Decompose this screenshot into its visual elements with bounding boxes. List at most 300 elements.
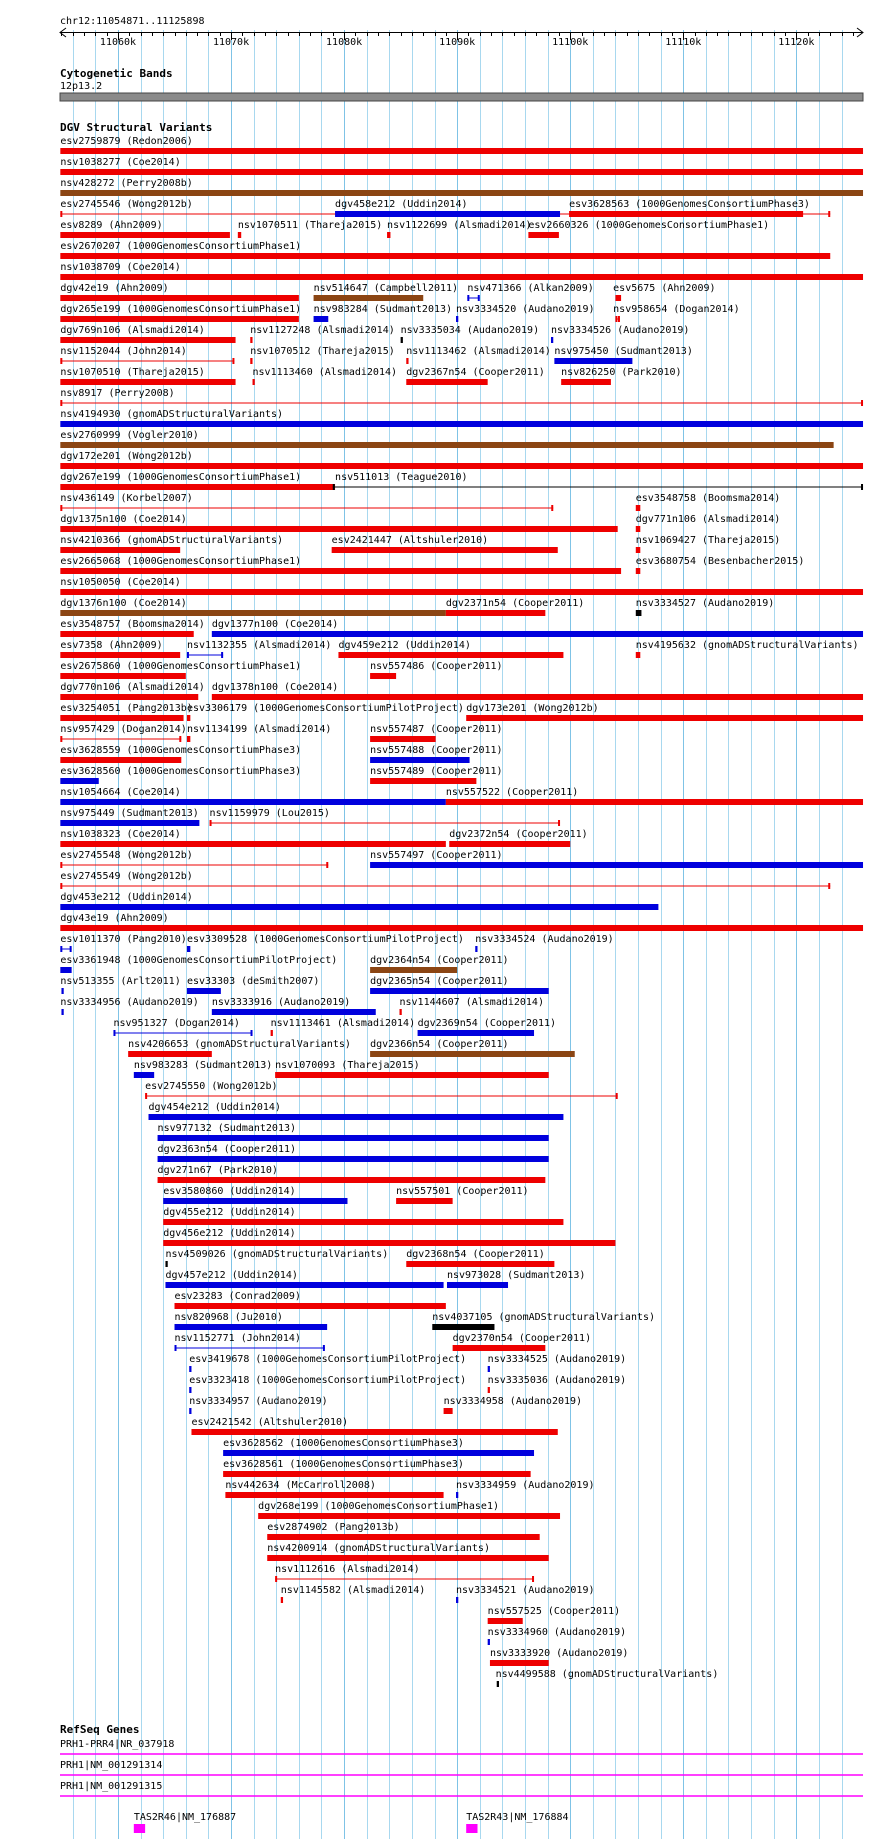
variant-feature[interactable] [187,640,332,658]
variant-feature[interactable] [275,1564,534,1582]
variant-label: nsv1152771 (John2014) [174,1333,301,1344]
variant-bar[interactable] [60,589,863,595]
variant-bar[interactable] [60,484,335,490]
variant-bar[interactable] [134,1072,154,1078]
variant-bar[interactable] [212,631,863,637]
variant-feature[interactable] [158,1165,546,1183]
variant-bar[interactable] [60,778,98,784]
variant-feature[interactable] [158,1144,549,1162]
variant-label: nsv1144607 (Alsmadi2014) [399,997,544,1008]
gene-label: PRH1|NM_001291314 [60,1760,163,1771]
variant-feature[interactable] [60,409,863,427]
variant-feature[interactable] [212,619,863,637]
variant-bar[interactable] [60,568,621,574]
variant-label: dgv2368n54 (Cooper2011) [406,1249,545,1260]
variant-start-mark [467,295,469,301]
variant-feature[interactable] [223,1438,534,1456]
variant-bar[interactable] [253,379,255,385]
variant-bar[interactable] [175,1324,328,1330]
variant-label: nsv3333920 (Audano2019) [489,1648,629,1659]
variant-bar[interactable] [165,1282,443,1288]
variant-feature[interactable] [60,934,186,952]
variant-feature[interactable] [528,220,769,238]
variant-feature[interactable] [446,598,584,616]
variant-feature[interactable] [60,976,180,994]
ruler-tick-label: 11070k [212,37,250,48]
variant-feature[interactable] [60,283,299,301]
variant-bar[interactable] [60,631,193,637]
variant-bar[interactable] [61,1009,63,1015]
variant-bar[interactable] [453,1345,546,1351]
variant-bar[interactable] [370,988,549,994]
variant-feature[interactable] [60,577,863,595]
variant-feature[interactable] [60,388,863,406]
variant-bar[interactable] [418,1030,534,1036]
variant-bar[interactable] [338,652,563,658]
variant-bar[interactable] [488,1639,490,1645]
variant-start-mark [60,736,62,742]
variant-bar[interactable] [488,1618,523,1624]
variant-bar[interactable] [238,232,241,238]
variant-bar[interactable] [60,610,446,616]
variant-feature[interactable] [158,1123,549,1141]
variant-bar[interactable] [406,1261,554,1267]
variant-bar[interactable] [60,673,185,679]
variant-bar[interactable] [314,316,329,322]
variant-bar[interactable] [250,337,252,343]
variant-bar[interactable] [490,1660,549,1666]
variant-bar[interactable] [223,1471,531,1477]
variant-feature[interactable] [253,367,398,385]
variant-feature[interactable] [60,661,301,679]
variant-feature[interactable] [488,1375,626,1393]
variant-feature[interactable] [60,325,235,343]
variant-feature[interactable] [370,724,502,742]
variant-bar[interactable] [60,904,658,910]
variant-feature[interactable] [569,199,810,217]
variant-label: nsv3334958 (Audano2019) [443,1396,583,1407]
variant-feature[interactable] [267,1543,549,1561]
variant-feature[interactable] [432,1312,655,1330]
variant-bar[interactable] [187,736,190,742]
variant-label: esv2660326 (1000GenomesConsortiumPhase1) [528,220,770,231]
variant-feature[interactable] [60,472,335,490]
variant-bar[interactable] [61,988,63,994]
variant-feature[interactable] [488,1627,626,1645]
variant-bar[interactable] [636,505,641,511]
variant-label: esv2745549 (Wong2012b) [60,871,193,882]
variant-bar[interactable] [149,1114,564,1120]
variant-bar[interactable] [60,316,299,322]
variant-feature[interactable] [60,136,863,154]
variant-feature[interactable] [335,199,560,217]
variant-bar[interactable] [187,715,190,721]
variant-feature[interactable] [444,1396,582,1414]
cytoband-bar[interactable] [60,93,863,101]
variant-label: nsv8917 (Perry2008) [60,388,175,399]
variant-bar[interactable] [615,295,621,301]
variant-label: dgv454e212 (Uddin2014) [148,1102,281,1113]
gene-feature[interactable] [134,1812,236,1833]
variant-label: dgv172e201 (Wong2012b) [60,451,193,462]
variant-label: nsv3334521 (Audano2019) [456,1585,595,1596]
variant-feature[interactable] [60,871,830,889]
variant-feature[interactable] [338,640,563,658]
variant-bar[interactable] [488,1387,490,1393]
variant-feature[interactable] [370,745,502,763]
variant-bar[interactable] [569,211,803,217]
variant-label: nsv557487 (Cooper2011) [370,724,503,735]
gene-label: TAS2R43|NM_176884 [466,1812,569,1823]
variant-bar[interactable] [447,1282,508,1288]
variant-feature[interactable] [267,1522,539,1540]
variant-start-mark [60,358,62,364]
variant-feature[interactable] [370,850,863,868]
variant-bar[interactable] [60,337,235,343]
variant-bar[interactable] [456,316,458,322]
variant-feature[interactable] [281,1585,426,1603]
variant-feature[interactable] [60,493,553,511]
variant-feature[interactable] [225,1480,443,1498]
variant-bar[interactable] [370,757,469,763]
variant-bar[interactable] [158,1135,549,1141]
variant-bar[interactable] [212,694,863,700]
variant-bar[interactable] [636,547,641,553]
variant-label: esv8289 (Ahn2009) [60,220,163,231]
variant-feature[interactable] [60,703,192,721]
variant-bar[interactable] [488,1366,490,1372]
variant-bar[interactable] [60,442,833,448]
variant-feature[interactable] [189,1354,466,1372]
variant-label: dgv770n106 (Alsmadi2014) [60,682,205,693]
variant-bar[interactable] [370,967,457,973]
variant-bar[interactable] [60,232,230,238]
variant-feature[interactable] [60,514,617,532]
variant-feature[interactable] [60,619,205,637]
variant-bar[interactable] [551,337,553,343]
variant-feature[interactable] [333,472,863,490]
variant-bar[interactable] [370,736,436,742]
variant-feature[interactable] [332,535,558,553]
variant-feature[interactable] [399,997,543,1015]
variant-feature[interactable] [636,535,781,553]
variant-feature[interactable] [210,808,560,826]
variant-bar[interactable] [446,610,545,616]
variant-feature[interactable] [60,640,180,658]
variant-feature[interactable] [314,304,452,322]
variant-bar[interactable] [406,379,487,385]
variant-bar[interactable] [158,1177,546,1183]
variant-feature[interactable] [187,934,464,952]
variant-feature[interactable] [223,1459,531,1477]
variant-end-mark [70,946,72,952]
gene-feature[interactable] [466,1812,568,1833]
variant-start-mark [615,316,617,322]
variant-bar[interactable] [528,232,559,238]
variant-bar[interactable] [370,673,396,679]
variant-bar[interactable] [475,946,477,952]
variant-bar[interactable] [60,169,863,175]
variant-label: esv3254051 (Pang2013b) [60,703,193,714]
variant-bar[interactable] [396,1198,453,1204]
variant-feature[interactable] [370,976,549,994]
variant-feature[interactable] [60,997,198,1015]
variant-feature[interactable] [370,661,502,679]
variant-bar[interactable] [60,925,863,931]
variant-feature[interactable] [406,346,550,364]
variant-bar[interactable] [370,778,476,784]
variant-feature[interactable] [60,556,621,574]
variant-bar[interactable] [60,274,863,280]
variant-bar[interactable] [165,1261,167,1267]
variant-bar[interactable] [258,1513,560,1519]
variant-feature[interactable] [175,1333,325,1351]
gene-exon-box[interactable] [466,1824,477,1833]
variant-bar[interactable] [370,862,863,868]
variant-bar[interactable] [399,1009,401,1015]
variant-start-mark [333,484,335,490]
variant-feature[interactable] [60,451,863,469]
variant-feature[interactable] [370,955,508,973]
variant-bar[interactable] [60,967,71,973]
variant-feature[interactable] [387,220,532,238]
variant-bar[interactable] [60,463,863,469]
variant-feature[interactable] [396,1186,528,1204]
variant-bar[interactable] [60,652,180,658]
variant-feature[interactable] [418,1018,556,1036]
variant-feature[interactable] [187,703,464,721]
variant-bar[interactable] [267,1555,549,1561]
variant-feature[interactable] [60,892,658,910]
variant-feature[interactable] [488,1354,626,1372]
gene-exon-box[interactable] [134,1824,145,1833]
variant-bar[interactable] [314,295,424,301]
variant-bar[interactable] [60,799,446,805]
variant-bar[interactable] [561,379,611,385]
variant-feature[interactable] [145,1081,618,1099]
variant-feature[interactable] [189,1375,466,1393]
variant-feature[interactable] [271,1018,416,1036]
variant-label: nsv4206653 (gnomADStructuralVariants) [128,1039,351,1050]
variant-feature[interactable] [163,1207,563,1225]
variant-feature[interactable] [406,1249,554,1267]
variant-feature[interactable] [275,1060,549,1078]
variant-feature[interactable] [60,241,830,259]
variant-bar[interactable] [60,379,235,385]
variant-bar[interactable] [189,1366,191,1372]
variant-end-mark [232,358,234,364]
variant-feature[interactable] [258,1501,560,1519]
variant-bar[interactable] [128,1051,212,1057]
variant-feature[interactable] [60,850,328,868]
variant-feature[interactable] [488,1606,620,1624]
variant-feature[interactable] [238,220,382,238]
variant-bar[interactable] [60,526,617,532]
variant-feature[interactable] [636,598,774,616]
variant-feature[interactable] [447,1270,585,1288]
variant-feature[interactable] [60,220,230,238]
variant-end-mark [558,820,560,826]
variant-bar[interactable] [335,211,560,217]
variant-feature[interactable] [314,283,459,301]
variant-bar[interactable] [332,547,558,553]
variant-bar[interactable] [456,1597,458,1603]
variant-feature[interactable] [60,745,301,763]
variant-bar[interactable] [636,652,641,658]
variant-bar[interactable] [60,253,830,259]
variant-bar[interactable] [187,946,190,952]
variant-feature[interactable] [60,808,199,826]
variant-feature[interactable] [60,262,863,280]
variant-bar[interactable] [60,715,183,721]
variant-bar[interactable] [250,358,252,364]
ruler-tick-label: 11090k [439,37,476,48]
variant-label: esv2670207 (1000GenomesConsortiumPhase1) [60,241,302,252]
variant-bar[interactable] [225,1492,443,1498]
variant-feature[interactable] [613,304,739,322]
variant-feature[interactable] [60,766,301,784]
variant-label: esv33303 (deSmith2007) [186,976,320,987]
variant-feature[interactable] [467,283,593,301]
variant-feature[interactable] [490,1648,628,1666]
ruler-tick-label: 11120k [778,37,815,48]
variant-bar[interactable] [497,1681,499,1687]
variant-bar[interactable] [60,841,446,847]
variant-label: nsv977132 (Sudmant2013) [157,1123,297,1134]
variant-bar[interactable] [60,547,180,553]
variant-bar[interactable] [267,1534,539,1540]
variant-bar[interactable] [163,1219,563,1225]
variant-bar[interactable] [370,1051,575,1057]
variant-feature[interactable] [370,766,502,784]
variant-feature[interactable] [60,955,337,973]
variant-feature[interactable] [446,787,863,805]
variant-feature[interactable] [60,535,283,553]
variant-feature[interactable] [466,703,863,721]
variant-bar[interactable] [158,1156,549,1162]
variant-feature[interactable] [449,829,587,847]
variant-bar[interactable] [446,799,863,805]
variant-feature[interactable] [189,1396,327,1414]
variant-feature[interactable] [636,640,859,658]
variant-feature[interactable] [175,1291,446,1309]
variant-feature[interactable] [149,1102,564,1120]
variant-feature[interactable] [250,325,395,343]
variant-bar[interactable] [189,1408,191,1414]
variant-bar[interactable] [636,568,641,574]
variant-feature[interactable] [551,325,689,343]
variant-feature[interactable] [60,178,863,196]
variant-feature[interactable] [60,829,446,847]
variant-feature[interactable] [175,1312,328,1330]
variant-bar[interactable] [60,295,299,301]
variant-feature[interactable] [165,1270,443,1288]
variant-bar[interactable] [281,1597,283,1603]
variant-feature[interactable] [128,1039,351,1057]
gene-feature[interactable] [60,1781,863,1796]
variant-bar[interactable] [401,337,403,343]
variant-bar[interactable] [60,757,181,763]
variant-end-mark [551,505,553,511]
gene-feature[interactable] [60,1739,863,1754]
variant-feature[interactable] [60,682,205,700]
variant-bar[interactable] [275,1072,549,1078]
variant-bar[interactable] [444,1408,453,1414]
variant-feature[interactable] [60,157,863,175]
variant-bar[interactable] [636,526,641,532]
variant-feature[interactable] [212,682,863,700]
variant-feature[interactable] [60,787,446,805]
variant-feature[interactable] [60,724,186,742]
variant-label: dgv2366n54 (Cooper2011) [370,1039,509,1050]
variant-bar[interactable] [456,1492,458,1498]
variant-bar[interactable] [636,610,642,616]
variant-bar[interactable] [60,820,199,826]
variant-bar[interactable] [449,841,570,847]
variant-label: esv3548758 (Boomsma2014) [635,493,781,504]
variant-feature[interactable] [554,346,692,364]
variant-bar[interactable] [60,694,198,700]
variant-feature[interactable] [113,1018,252,1036]
variant-feature[interactable] [636,493,781,511]
variant-label: nsv3334956 (Audano2019) [60,997,199,1008]
variant-feature[interactable] [60,598,446,616]
variant-feature[interactable] [134,1060,272,1078]
variant-bar[interactable] [60,190,863,196]
variant-feature[interactable] [212,997,376,1015]
variant-bar[interactable] [187,988,221,994]
variant-feature[interactable] [60,304,301,322]
variant-feature[interactable] [401,325,539,343]
variant-feature[interactable] [370,1039,575,1057]
variant-label: dgv2369n54 (Cooper2011) [417,1018,557,1029]
variant-bar[interactable] [554,358,632,364]
variant-bar[interactable] [466,715,863,721]
variant-bar[interactable] [212,1009,376,1015]
variant-label: nsv4499588 (gnomADStructuralVariants) [495,1669,719,1680]
variant-feature[interactable] [60,913,863,931]
variant-bar[interactable] [189,1387,191,1393]
variant-feature[interactable] [60,367,235,385]
variant-feature[interactable] [636,514,781,532]
variant-bar[interactable] [406,358,408,364]
variant-feature[interactable] [163,1186,347,1204]
variant-bar[interactable] [223,1450,534,1456]
variant-label: dgv1376n100 (Coe2014) [60,598,187,609]
variant-feature[interactable] [496,1669,719,1687]
variant-label: nsv1113461 (Alsmadi2014) [270,1018,416,1029]
variant-bar[interactable] [387,232,390,238]
variant-bar[interactable] [60,148,863,154]
variant-bar[interactable] [271,1030,273,1036]
variant-bar[interactable] [191,1429,557,1435]
variant-bar[interactable] [175,1303,446,1309]
variant-bar[interactable] [432,1324,494,1330]
variant-label: nsv975450 (Sudmant2013) [554,346,693,357]
variant-feature[interactable] [475,934,613,952]
variant-feature[interactable] [250,346,395,364]
gene-feature[interactable] [60,1760,863,1775]
variant-bar[interactable] [60,421,863,427]
variant-label: dgv265e199 (1000GenomesConsortiumPhase1) [60,304,302,315]
variant-feature[interactable] [613,283,715,301]
variant-label: esv3628559 (1000GenomesConsortiumPhase3) [60,745,302,756]
variant-feature[interactable] [561,367,681,385]
variant-bar[interactable] [163,1240,615,1246]
variant-bar[interactable] [163,1198,347,1204]
variant-feature[interactable] [60,430,833,448]
variant-feature[interactable] [406,367,544,385]
